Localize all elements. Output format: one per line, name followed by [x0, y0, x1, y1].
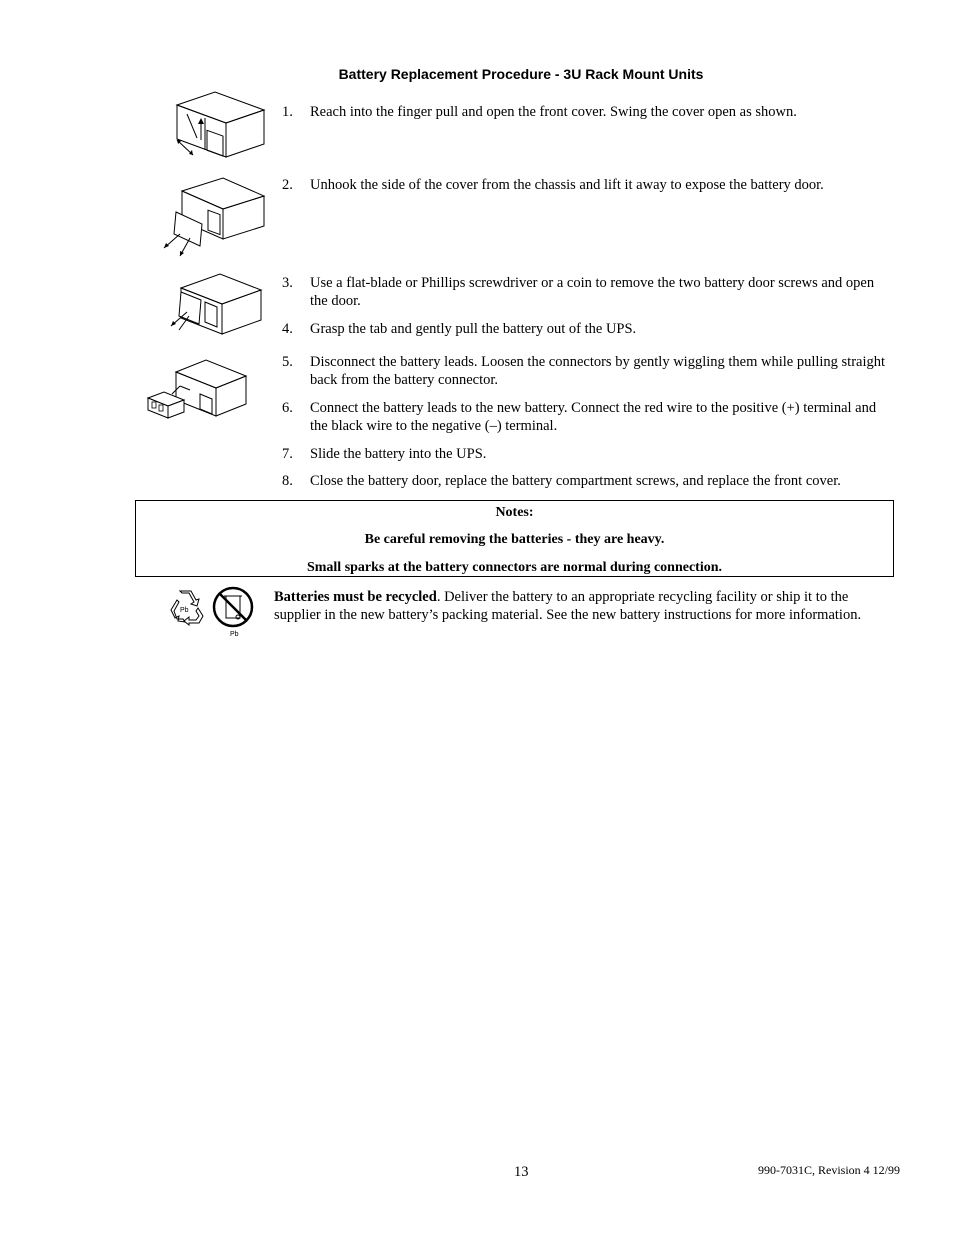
page-title: Battery Replacement Procedure - 3U Rack Mount Units [338, 66, 704, 82]
page-number: 13 [514, 1164, 529, 1180]
step-number: 3. [282, 275, 293, 291]
document-id: 990-7031C, Revision 4 12/99 [758, 1163, 901, 1177]
step-text: Connect the battery leads to the new battery. Connect the red wire to the positive (+) terminal and the black wire to the negative (–) terminal. [310, 400, 877, 434]
step-text: Slide the battery into the UPS. [310, 446, 487, 462]
notes-line-heavy: Be careful removing the batteries - they are heavy. [364, 532, 665, 547]
step-text: Grasp the tab and gently pull the battery out of the UPS. [310, 321, 637, 337]
step-number: 8. [282, 473, 293, 489]
step-number: 7. [282, 446, 293, 462]
figure-open-front-cover [165, 90, 267, 162]
step-text: Disconnect the battery leads. Loosen the connectors by gently wiggling them while pulling straight back from the battery connector. [310, 354, 886, 388]
step-number: 2. [282, 177, 293, 193]
step-text: Use a flat-blade or Phillips screwdriver or a coin to remove the two battery door screws and open the door. [310, 275, 875, 309]
figure-pull-battery [144, 358, 248, 422]
figure-remove-cover [158, 176, 266, 260]
step-text: Reach into the finger pull and open the front cover. Swing the cover open as shown. [310, 104, 797, 120]
step-text: Unhook the side of the cover from the chassis and lift it away to expose the battery door. [310, 177, 824, 193]
notes-box [135, 500, 894, 577]
step-number: 6. [282, 400, 293, 416]
step-number: 4. [282, 321, 293, 337]
recycle-paragraph [274, 588, 884, 624]
notes-heading: Notes: [495, 505, 534, 520]
notes-line-sparks: Small sparks at the battery connectors are normal during connection. [306, 560, 723, 575]
no-trash-bin-icon [211, 586, 257, 638]
step-text: Close the battery door, replace the battery compartment screws, and replace the front cover. [310, 473, 841, 489]
no-trash-bin-label: Pb [230, 631, 239, 638]
recycle-icon-label: Pb [180, 607, 189, 614]
step-number: 5. [282, 354, 293, 370]
recycle-icon [167, 590, 205, 626]
step-number: 1. [282, 104, 293, 120]
recycle-text: . Deliver the battery to an appropriate recycling facility or ship it to the supplier in the new battery’s packing material. See the new battery instructions for more information. [274, 589, 862, 623]
figure-open-battery-door [165, 272, 265, 338]
recycle-bold: Batteries must be recycled [274, 589, 437, 605]
